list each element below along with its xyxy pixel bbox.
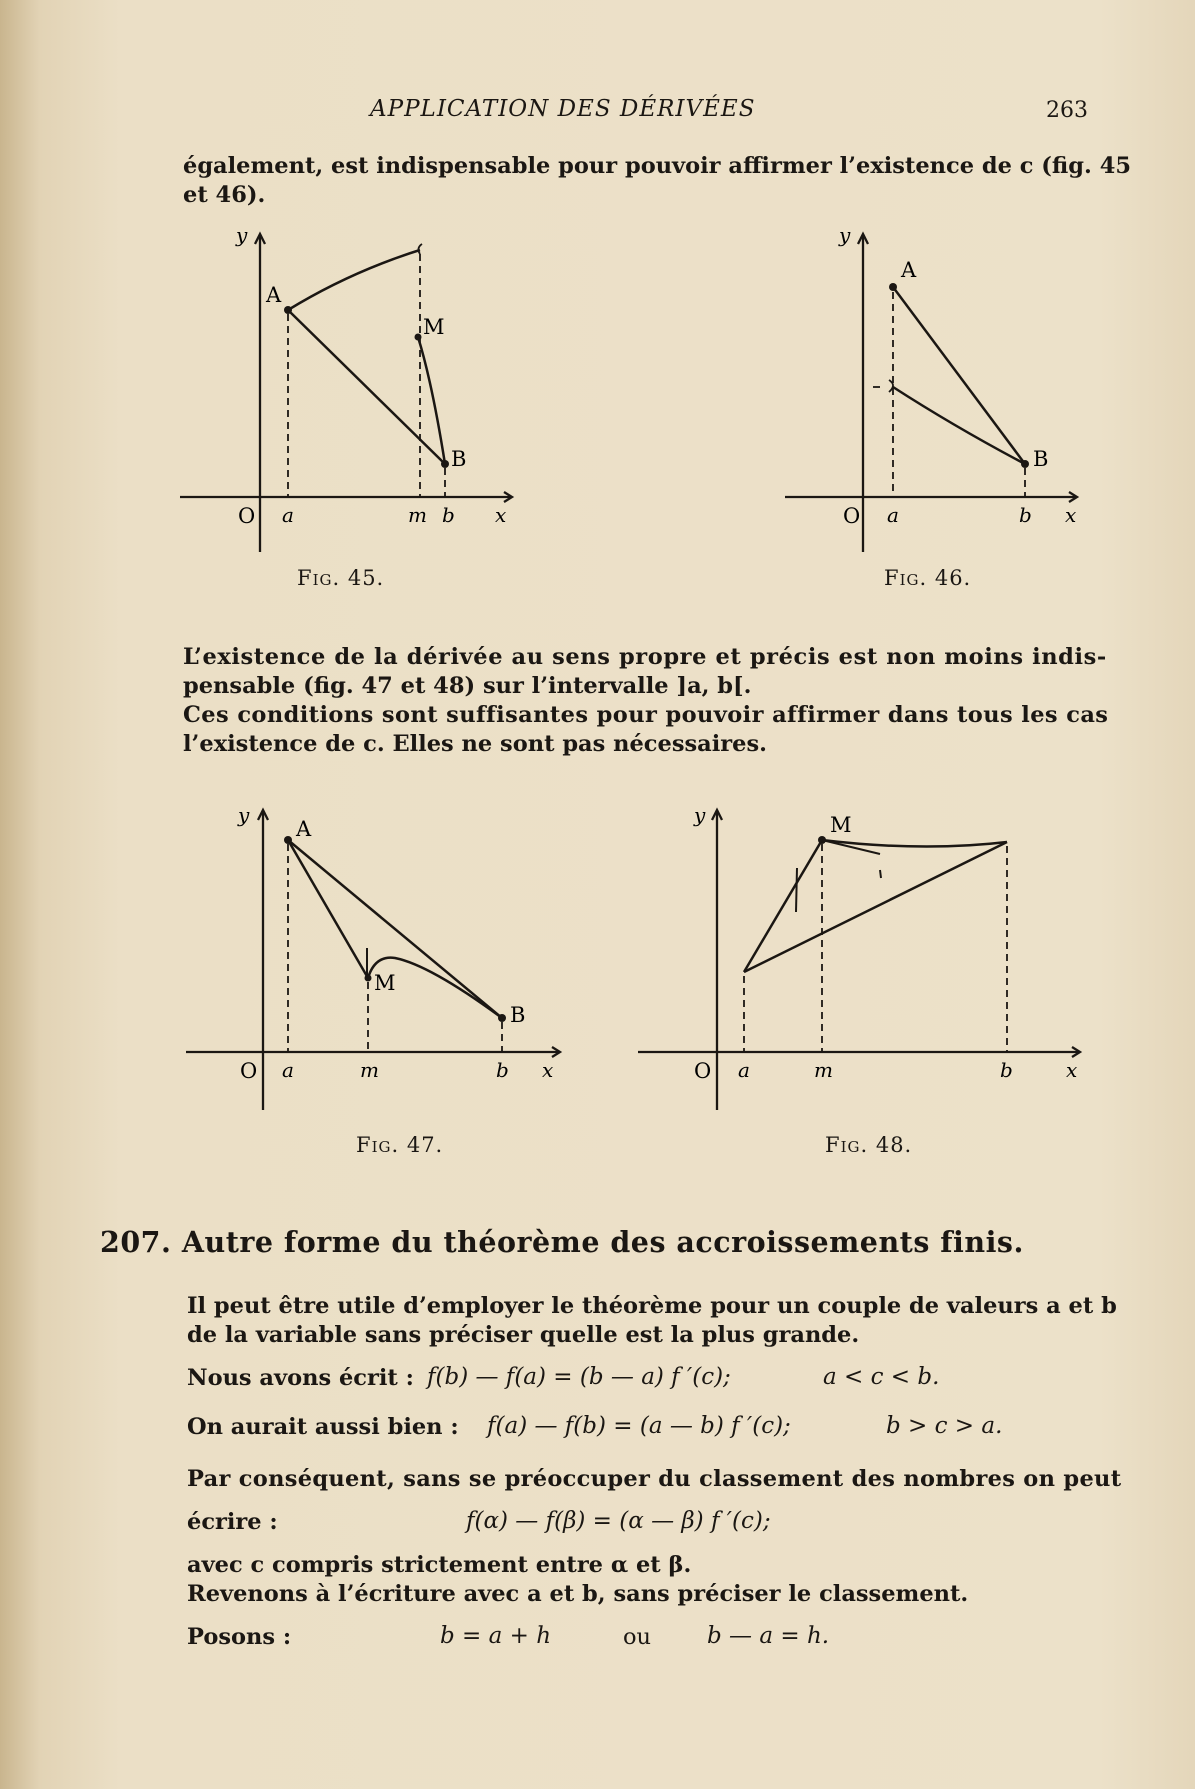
- middle-line-1: L’existence de la dérivée au sens propre et précis est non moins indis-: [183, 644, 1107, 670]
- section-title: Autre forme du théorème des accroissements finis.: [181, 1225, 1024, 1259]
- eq3: f(α) — f(β) = (α — β) f ′(c);: [466, 1508, 771, 1534]
- label-A: A: [296, 817, 312, 841]
- point-m: [818, 836, 826, 844]
- label-a: a: [887, 503, 899, 527]
- label-y: y: [839, 223, 851, 247]
- figure-47: [180, 800, 570, 1120]
- label-M: M: [423, 315, 445, 339]
- middle-line-4: l’existence de c. Elles ne sont pas nécessaires.: [183, 731, 767, 757]
- intro-line-1: également, est indispensable pour pouvoir affirmer l’existence de c (fig. 45: [183, 153, 1131, 179]
- point-b: [441, 460, 449, 468]
- label-O: O: [238, 504, 256, 528]
- eq4-label: Posons :: [187, 1624, 292, 1650]
- section-p1-line-1: Il peut être utile d’employer le théorème pour un couple de valeurs a et b: [187, 1293, 1117, 1319]
- label-b: b: [1019, 503, 1032, 527]
- label-m: m: [408, 503, 427, 527]
- label-a: a: [282, 1058, 294, 1082]
- label-B: B: [451, 447, 467, 471]
- label-x: x: [1066, 1058, 1078, 1082]
- eq4-b: b — a = h.: [707, 1623, 830, 1649]
- label-b: b: [496, 1058, 509, 1082]
- eq2-label: On aurait aussi bien :: [187, 1414, 459, 1440]
- section-number: 207.: [100, 1225, 172, 1259]
- caption-fig-47: Fig. 47.: [356, 1133, 444, 1157]
- eq3-label: écrire :: [187, 1509, 278, 1535]
- label-y: y: [694, 803, 706, 827]
- label-M: M: [830, 813, 852, 837]
- eq2-condition: b > c > a.: [886, 1413, 1003, 1439]
- figure-48: [632, 800, 1092, 1120]
- label-a: a: [738, 1058, 750, 1082]
- label-b: b: [1000, 1058, 1013, 1082]
- chord-ab: [893, 287, 1025, 464]
- caption-fig-48: Fig. 48.: [825, 1133, 913, 1157]
- caption-fig-46: Fig. 46.: [884, 566, 972, 590]
- label-b: b: [442, 503, 455, 527]
- eq2: f(a) — f(b) = (a — b) f ′(c);: [487, 1413, 791, 1439]
- label-y: y: [236, 223, 248, 247]
- running-title: APPLICATION DES DÉRIVÉES: [370, 96, 756, 122]
- section-p3-line-2: Revenons à l’écriture avec a et b, sans préciser le classement.: [187, 1581, 969, 1607]
- caption-fig-45: Fig. 45.: [297, 566, 385, 590]
- curve-left: [288, 840, 368, 978]
- point-m: [415, 334, 422, 341]
- page-number: 263: [1046, 98, 1088, 123]
- label-A: A: [266, 283, 282, 307]
- label-B: B: [1033, 447, 1049, 471]
- point-a: [889, 283, 897, 291]
- section-p2-line-1: Par conséquent, sans se préoccuper du classement des nombres on peut: [187, 1466, 1122, 1492]
- point-b: [1021, 460, 1029, 468]
- label-M: M: [374, 971, 396, 995]
- label-x: x: [495, 503, 507, 527]
- section-p3-line-1: avec c compris strictement entre α et β.: [187, 1552, 692, 1578]
- intro-line-2: et 46).: [183, 182, 266, 208]
- label-x: x: [542, 1058, 554, 1082]
- point-a: [284, 306, 292, 314]
- label-B: B: [510, 1003, 526, 1027]
- label-A: A: [901, 258, 917, 282]
- figure-45: [180, 222, 520, 567]
- curve: [893, 387, 1025, 464]
- figure-46: [785, 222, 1085, 567]
- middle-line-3: Ces conditions sont suffisantes pour pouvoir affirmer dans tous les cas: [183, 702, 1109, 728]
- curve-lower: [418, 337, 445, 464]
- curve-upper: [288, 250, 420, 310]
- curve-right: [822, 840, 1007, 847]
- label-O: O: [843, 504, 861, 528]
- label-y: y: [238, 803, 250, 827]
- label-O: O: [694, 1059, 712, 1083]
- point-m: [365, 975, 372, 982]
- label-m: m: [814, 1058, 833, 1082]
- label-m: m: [360, 1058, 379, 1082]
- middle-line-2: pensable (fig. 47 et 48) sur l’intervalle ]a, b[.: [183, 673, 752, 699]
- point-b: [498, 1014, 506, 1022]
- label-a: a: [282, 503, 294, 527]
- eq4-or: ou: [623, 1624, 652, 1650]
- section-heading: [100, 1225, 1024, 1259]
- eq1-condition: a < c < b.: [823, 1364, 940, 1390]
- eq4-a: b = a + h: [440, 1623, 552, 1649]
- point-a: [284, 836, 292, 844]
- label-x: x: [1065, 503, 1077, 527]
- section-p1-line-2: de la variable sans préciser quelle est la plus grande.: [187, 1322, 860, 1348]
- eq1-label: Nous avons écrit :: [187, 1365, 414, 1391]
- chord-ab: [288, 310, 445, 464]
- eq1: f(b) — f(a) = (b — a) f ′(c);: [427, 1364, 731, 1390]
- label-O: O: [240, 1059, 258, 1083]
